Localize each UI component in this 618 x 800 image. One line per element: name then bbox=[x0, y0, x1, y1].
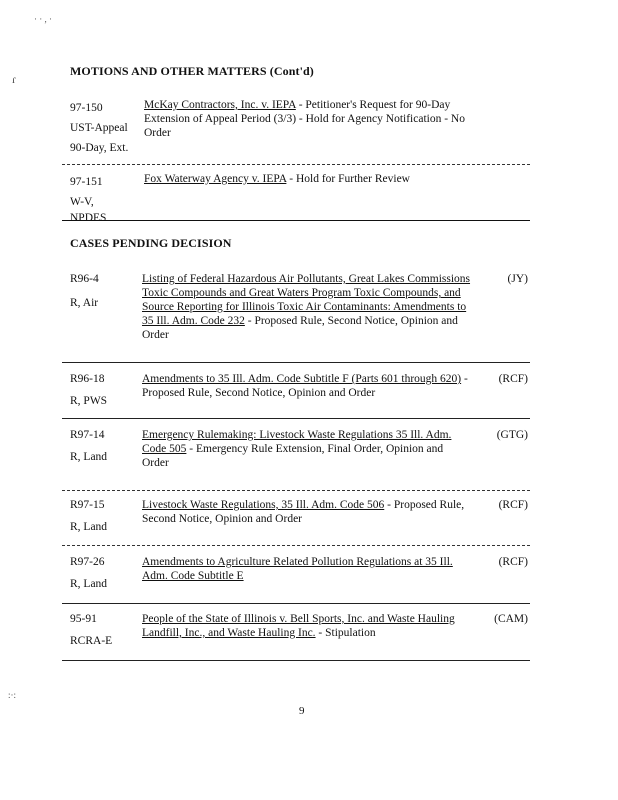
docket-type: R, PWS bbox=[70, 395, 108, 407]
case-name: Fox Waterway Agency v. IEPA bbox=[144, 173, 287, 185]
section-divider bbox=[62, 660, 530, 661]
pending-text bbox=[142, 428, 472, 470]
docket-number: 97-150 bbox=[70, 102, 103, 114]
page-number: 9 bbox=[299, 705, 305, 717]
rule-description: - Proposed Rule, Second Notice, Opinion and Order bbox=[142, 499, 465, 525]
pending-text bbox=[142, 272, 472, 342]
pending-docket bbox=[70, 555, 142, 595]
section-divider bbox=[62, 545, 530, 546]
section-divider bbox=[62, 603, 530, 604]
scan-speck: · · , · bbox=[34, 14, 52, 24]
case-name: McKay Contractors, Inc. v. IEPA bbox=[144, 99, 296, 111]
docket-type: R, Land bbox=[70, 521, 108, 533]
pending-text bbox=[142, 498, 472, 526]
docket-number: R97-26 bbox=[70, 556, 105, 568]
motion-docket bbox=[70, 172, 142, 224]
hearing-officer: (RCF) bbox=[498, 556, 528, 568]
case-name: People of the State of Illinois v. Bell Sports, Inc. and Waste Hauling Landfill, Inc., and Waste Hauling Inc. bbox=[142, 613, 455, 639]
motion-text bbox=[144, 98, 489, 140]
motion-text bbox=[144, 172, 489, 186]
section-divider bbox=[62, 490, 530, 491]
docket-type: W-V, bbox=[70, 196, 94, 208]
docket-type: 90-Day, Ext. bbox=[70, 142, 129, 154]
docket-number: R97-15 bbox=[70, 499, 105, 511]
section-divider bbox=[62, 220, 530, 221]
pending-docket bbox=[70, 498, 142, 538]
motions-heading: MOTIONS AND OTHER MATTERS (Cont'd) bbox=[70, 64, 314, 78]
hearing-officer: (JY) bbox=[507, 273, 528, 285]
docket-type: RCRA-E bbox=[70, 635, 113, 647]
rule-title: Emergency Rulemaking: Livestock Waste Regulations 35 Ill. Adm. Code 505 bbox=[142, 429, 452, 455]
hearing-officer: (RCF) bbox=[498, 499, 528, 511]
rule-title: Amendments to 35 Ill. Adm. Code Subtitle F (Parts 601 through 620) bbox=[142, 373, 462, 385]
rule-title: Amendments to Agriculture Related Pollution Regulations at 35 Ill. Adm. Code Subtitle E bbox=[142, 556, 453, 582]
case-description: - Stipulation bbox=[315, 627, 376, 639]
docket-number: R96-18 bbox=[70, 373, 105, 385]
pending-text bbox=[142, 372, 472, 400]
docket-number: 95-91 bbox=[70, 613, 97, 625]
rule-title: Livestock Waste Regulations, 35 Ill. Adm. Code 506 bbox=[142, 499, 385, 511]
hearing-officer: (RCF) bbox=[498, 373, 528, 385]
pending-docket bbox=[70, 372, 142, 412]
pending-text bbox=[142, 555, 472, 583]
rule-description: - Emergency Rule Extension, Final Order, Opinion and Order bbox=[142, 443, 444, 469]
docket-number: R97-14 bbox=[70, 429, 105, 441]
case-description: - Hold for Further Review bbox=[286, 173, 410, 185]
pending-heading: CASES PENDING DECISION bbox=[70, 236, 232, 250]
section-divider bbox=[62, 164, 530, 165]
docket-type: NPDES bbox=[70, 212, 107, 224]
rule-description: - Proposed Rule, Second Notice, Opinion and Order bbox=[142, 315, 458, 341]
hearing-officer: (GTG) bbox=[496, 429, 528, 441]
docket-number: R96-4 bbox=[70, 273, 99, 285]
docket-type: R, Land bbox=[70, 578, 108, 590]
pending-docket bbox=[70, 272, 142, 314]
docket-number: 97-151 bbox=[70, 176, 103, 188]
pending-text bbox=[142, 612, 487, 640]
case-description: - Petitioner's Request for 90-Day Extension of Appeal Period (3/3) - Hold for Agency Notification - No Order bbox=[144, 99, 465, 139]
scan-mark: ɾ bbox=[12, 72, 16, 86]
docket-type: R, Land bbox=[70, 451, 108, 463]
pending-docket bbox=[70, 428, 142, 468]
section-divider bbox=[62, 418, 530, 419]
rule-title: Listing of Federal Hazardous Air Pollutants, Great Lakes Commissions Toxic Compounds and Great Waters Program Toxic Compounds, and Source Reporting for Illinois Toxic Air Contaminants: Amendments to 35 Ill. Adm. Code 232 bbox=[142, 273, 471, 327]
section-divider bbox=[62, 362, 530, 363]
scan-speck: :·: bbox=[8, 690, 16, 700]
docket-type: UST-Appeal bbox=[70, 122, 128, 134]
hearing-officer: (CAM) bbox=[494, 613, 528, 625]
pending-docket bbox=[70, 612, 142, 652]
motion-docket bbox=[70, 98, 142, 158]
rule-description: - Proposed Rule, Second Notice, Opinion and Order bbox=[142, 373, 468, 399]
docket-type: R, Air bbox=[70, 297, 99, 309]
